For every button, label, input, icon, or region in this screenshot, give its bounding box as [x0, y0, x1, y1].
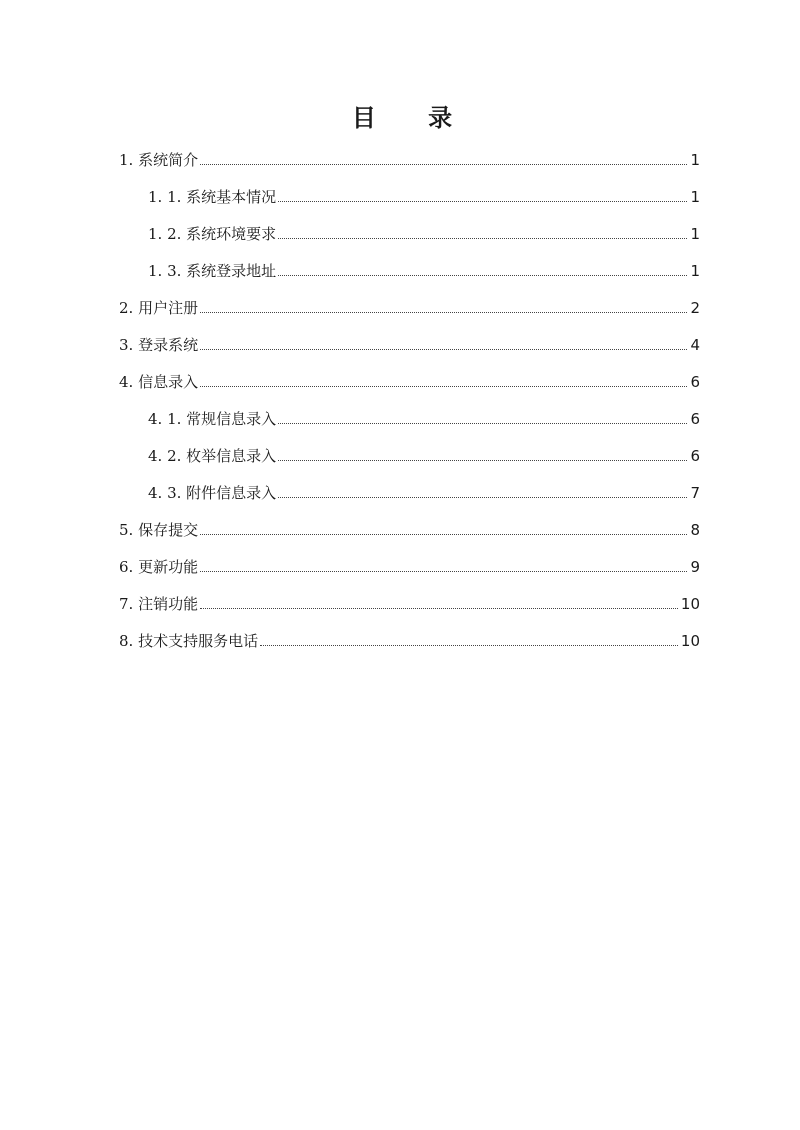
toc-entry[interactable]: [148, 183, 700, 207]
toc-entry-label: 2. 用户注册: [119, 299, 199, 317]
toc-entry-page-number: 2: [690, 299, 700, 317]
toc-entry-page-number: 6: [690, 373, 700, 391]
toc-leader-dots: [278, 459, 687, 461]
toc-entry-label: 5. 保存提交: [119, 521, 199, 539]
toc-entry[interactable]: [119, 627, 700, 651]
toc-entry-page-number: 10: [680, 595, 700, 613]
toc-title: 目 录: [351, 104, 475, 132]
toc-leader-dots: [278, 237, 687, 239]
toc-entry[interactable]: [119, 553, 700, 577]
toc-entry-page-number: 8: [690, 521, 700, 539]
toc-entry-label: 7. 注销功能: [119, 595, 199, 613]
toc-leader-dots: [278, 496, 687, 498]
toc-entry-page-number: 1: [690, 262, 700, 280]
toc-leader-dots: [278, 200, 687, 202]
toc-entry-label: 1. 3. 系统登录地址: [148, 262, 277, 280]
toc-entry-page-number: 6: [690, 447, 700, 465]
toc-entry-page-number: 1: [690, 188, 700, 206]
toc-entry-label: 4. 信息录入: [119, 373, 199, 391]
toc-leader-dots: [278, 422, 687, 424]
toc-entry-label: 3. 登录系统: [119, 336, 199, 354]
toc-leader-dots: [200, 385, 687, 387]
toc-leader-dots: [200, 533, 687, 535]
toc-entry[interactable]: [119, 331, 700, 355]
toc-leader-dots: [200, 311, 687, 313]
toc-entry[interactable]: [119, 368, 700, 392]
toc-entry[interactable]: [148, 220, 700, 244]
toc-leader-dots: [200, 607, 678, 609]
toc-leader-dots: [278, 274, 687, 276]
toc-entry[interactable]: [148, 442, 700, 466]
toc-entry-label: 8. 技术支持服务电话: [119, 632, 259, 650]
toc-entry[interactable]: [119, 294, 700, 318]
toc-leader-dots: [200, 570, 687, 572]
toc-entry-label: 4. 1. 常规信息录入: [148, 410, 277, 428]
toc-leader-dots: [200, 348, 687, 350]
toc-entry-label: 4. 2. 枚举信息录入: [148, 447, 277, 465]
toc-entry[interactable]: [119, 516, 700, 540]
toc-entry-page-number: 1: [690, 225, 700, 243]
toc-entry-label: 1. 系统简介: [119, 151, 199, 169]
toc-entry[interactable]: [148, 257, 700, 281]
toc-entry[interactable]: [148, 479, 700, 503]
toc-entry-label: 4. 3. 附件信息录入: [148, 484, 277, 502]
toc-entry-label: 1. 2. 系统环境要求: [148, 225, 277, 243]
toc-entry[interactable]: [119, 590, 700, 614]
toc-leader-dots: [200, 163, 687, 165]
toc-entry-page-number: 9: [690, 558, 700, 576]
toc-leader-dots: [260, 644, 678, 646]
toc-entry-label: 1. 1. 系统基本情况: [148, 188, 277, 206]
toc-entry-page-number: 10: [680, 632, 700, 650]
toc-entry-page-number: 4: [690, 336, 700, 354]
toc-entry[interactable]: [148, 405, 700, 429]
toc-entry-label: 6. 更新功能: [119, 558, 199, 576]
toc-entry-page-number: 1: [690, 151, 700, 169]
toc-entry-page-number: 6: [690, 410, 700, 428]
toc-entry[interactable]: [119, 146, 700, 170]
toc-entry-page-number: 7: [690, 484, 700, 502]
